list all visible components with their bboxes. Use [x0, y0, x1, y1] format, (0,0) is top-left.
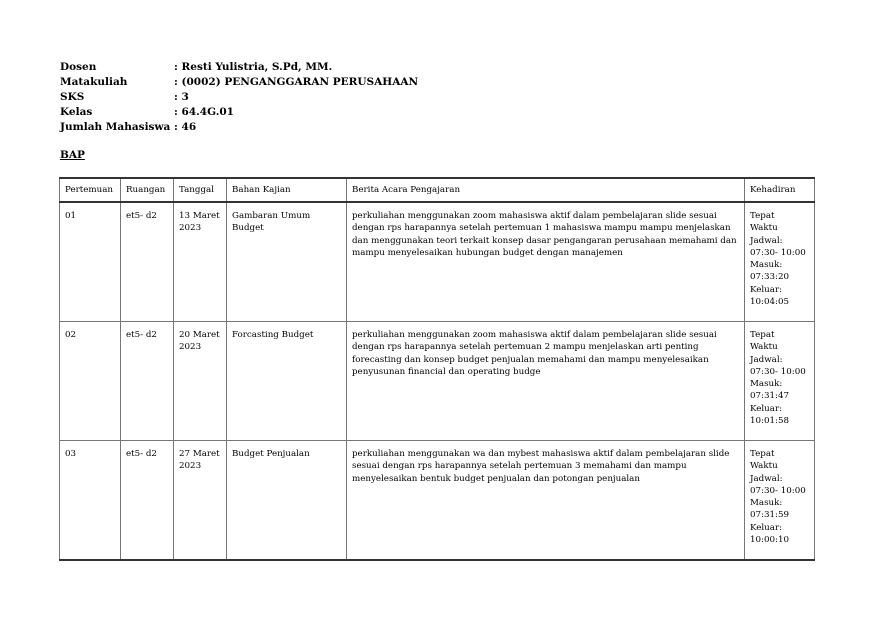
kehadiran-line: 07:30- 10:00: [750, 366, 806, 377]
kehadiran-line: Keluar:: [750, 522, 783, 533]
kehadiran-line: Waktu: [750, 461, 778, 472]
info-row-matakuliah: [60, 75, 418, 90]
kehadiran-line: 07:33:20: [750, 272, 790, 283]
cell-tanggal: 13 Maret 2023: [174, 202, 227, 322]
cell-ruangan: et5- d2: [121, 322, 174, 441]
cell-bahan-kajian: Forcasting Budget: [227, 322, 347, 441]
cell-tanggal: 20 Maret 2023: [174, 322, 227, 441]
kehadiran-line: 07:31:47: [750, 391, 790, 402]
info-value: : 3: [174, 91, 189, 103]
kehadiran-line: Tepat: [750, 211, 775, 221]
cell-ruangan: et5- d2: [121, 202, 174, 322]
table-header-row: [60, 178, 815, 202]
kehadiran-line: 10:01:58: [750, 416, 790, 427]
kehadiran-line: 07:30- 10:00: [750, 485, 806, 496]
info-value: : 64.4G.01: [174, 106, 234, 118]
cell-berita-acara: perkuliahan menggunakan zoom mahasiswa aktif dalam pembelajaran slide sesuai dengan rps harapannya setelah pertemuan 1 mahasiswa mampu mampu menjelaskan dan menggunakan teori terkait konsep dasar pengangaran perusahaan memahami dan mampu menyelesaikan hubungan budget dengan manajemen: [347, 202, 745, 322]
cell-bahan-kajian: Gambaran Umum Budget: [227, 202, 347, 322]
cell-berita-acara: perkuliahan menggunakan zoom mahasiswa aktif dalam pembelajaran slide sesuai dengan rps harapannya setelah pertemuan 2 mampu menjelaskan arti penting forecasting dan konsep budget penjualan memahami dan mampu menyelesaikan penyusunan financial dan operating budge: [347, 322, 745, 441]
info-label: SKS: [60, 91, 85, 103]
kehadiran-line: Masuk:: [750, 260, 783, 271]
kehadiran-line: Masuk:: [750, 498, 783, 509]
kehadiran-line: Jadwal:: [750, 354, 783, 365]
info-value: : 46: [174, 121, 197, 133]
kehadiran-line: Keluar:: [750, 284, 783, 295]
kehadiran-line: 07:30- 10:00: [750, 247, 806, 258]
section-title: BAP: [60, 149, 85, 161]
kehadiran-line: Tepat: [750, 449, 775, 459]
kehadiran-line: Keluar:: [750, 403, 783, 414]
info-row-kelas: [60, 105, 418, 120]
kehadiran-line: Waktu: [750, 342, 778, 353]
cell-berita-acara: perkuliahan menggunakan wa dan mybest mahasiswa aktif dalam pembelajaran slide sesuai dengan rps harapannya setelah pertemuan 3 memahami dan mampu menyelesaikan bentuk budget penjualan dan potongan penjualan: [347, 441, 745, 561]
kehadiran-line: 10:04:05: [750, 297, 790, 308]
bap-table: [59, 177, 815, 561]
info-label: Kelas: [60, 106, 93, 118]
kehadiran-line: Tepat: [750, 330, 775, 340]
info-label: Dosen: [60, 61, 97, 73]
table-row: [60, 202, 815, 322]
info-value: : Resti Yulistria, S.Pd, MM.: [174, 61, 333, 73]
column-header-tanggal: Tanggal: [174, 178, 227, 202]
kehadiran-line: Jadwal:: [750, 235, 783, 246]
cell-ruangan: et5- d2: [121, 441, 174, 561]
cell-bahan-kajian: Budget Penjualan: [227, 441, 347, 561]
kehadiran-line: Waktu: [750, 223, 778, 234]
kehadiran-line: Jadwal:: [750, 473, 783, 484]
cell-kehadiran: [745, 322, 815, 441]
cell-kehadiran: [745, 202, 815, 322]
info-row-jumlah-mahasiswa: [60, 120, 418, 135]
kehadiran-line: 10:00:10: [750, 535, 790, 546]
info-label: Matakuliah: [60, 76, 128, 88]
info-row-sks: [60, 90, 418, 105]
column-header-kehadiran: Kehadiran: [745, 178, 815, 202]
kehadiran-line: Masuk:: [750, 379, 783, 390]
cell-tanggal: 27 Maret 2023: [174, 441, 227, 561]
column-header-pertemuan: Pertemuan: [60, 178, 121, 202]
cell-kehadiran: [745, 441, 815, 561]
column-header-ruangan: Ruangan: [121, 178, 174, 202]
table-row: [60, 322, 815, 441]
column-header-bahan-kajian: Bahan Kajian: [227, 178, 347, 202]
cell-pertemuan: 01: [60, 202, 121, 322]
column-header-berita-acara: Berita Acara Pengajaran: [347, 178, 745, 202]
kehadiran-line: 07:31:59: [750, 510, 790, 521]
table-row: [60, 441, 815, 561]
cell-pertemuan: 02: [60, 322, 121, 441]
info-row-dosen: [60, 60, 418, 75]
info-label: Jumlah Mahasiswa: [60, 121, 171, 133]
course-info: [60, 60, 418, 135]
info-value: : (0002) PENGANGGARAN PERUSAHAAN: [174, 76, 419, 88]
cell-pertemuan: 03: [60, 441, 121, 561]
